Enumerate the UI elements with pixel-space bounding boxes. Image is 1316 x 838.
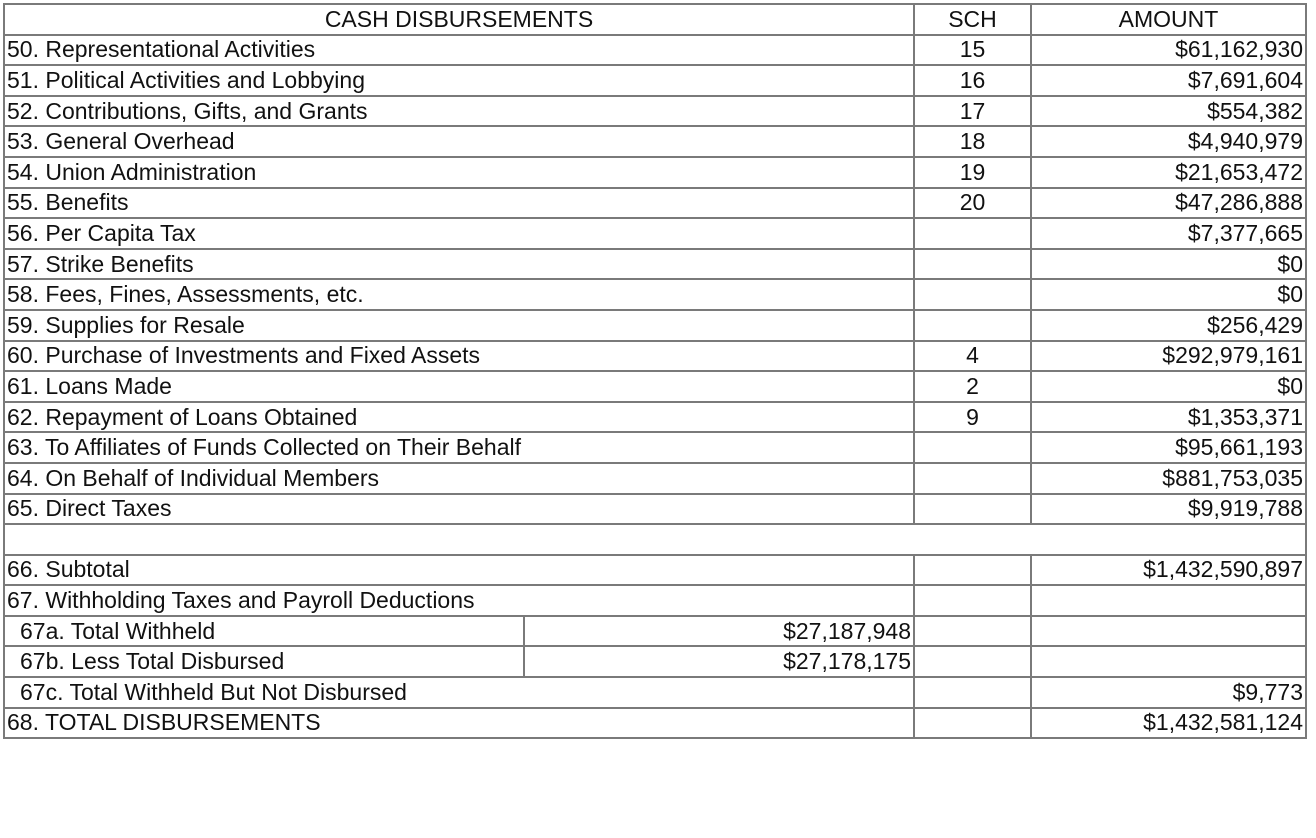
row-label: 52. Contributions, Gifts, and Grants <box>4 96 914 127</box>
subtotal-label: 66. Subtotal <box>4 555 914 586</box>
row-label: 56. Per Capita Tax <box>4 218 914 249</box>
row-amount: $47,286,888 <box>1031 188 1306 219</box>
table-row <box>4 402 1306 433</box>
row-label: 61. Loans Made <box>4 371 914 402</box>
withheld-amount <box>1031 616 1306 647</box>
row-amount: $4,940,979 <box>1031 126 1306 157</box>
row-label: 62. Repayment of Loans Obtained <box>4 402 914 433</box>
not-disbursed-label: 67c. Total Withheld But Not Disbursed <box>4 677 914 708</box>
withheld-row <box>4 616 1306 647</box>
disbursed-value: $27,178,175 <box>524 646 914 677</box>
disbursed-amount <box>1031 646 1306 677</box>
header-sch: SCH <box>914 4 1031 35</box>
table-row <box>4 35 1306 66</box>
header-description: CASH DISBURSEMENTS <box>4 4 914 35</box>
subtotal-row <box>4 555 1306 586</box>
row-label: 58. Fees, Fines, Assessments, etc. <box>4 279 914 310</box>
withheld-sch <box>914 616 1031 647</box>
total-row <box>4 708 1306 739</box>
table-row <box>4 65 1306 96</box>
row-sch: 16 <box>914 65 1031 96</box>
table-row <box>4 126 1306 157</box>
row-sch: 18 <box>914 126 1031 157</box>
row-label: 59. Supplies for Resale <box>4 310 914 341</box>
spacer-cell <box>4 524 1306 555</box>
header-row <box>4 4 1306 35</box>
row-sch: 17 <box>914 96 1031 127</box>
row-amount: $0 <box>1031 249 1306 280</box>
row-label: 50. Representational Activities <box>4 35 914 66</box>
table-row <box>4 279 1306 310</box>
row-amount: $21,653,472 <box>1031 157 1306 188</box>
row-sch: 2 <box>914 371 1031 402</box>
row-sch <box>914 279 1031 310</box>
row-sch: 9 <box>914 402 1031 433</box>
cash-disbursements-table <box>3 3 1307 739</box>
disbursed-label: 67b. Less Total Disbursed <box>4 646 524 677</box>
withholding-sch <box>914 585 1031 616</box>
row-label: 65. Direct Taxes <box>4 494 914 525</box>
total-label: 68. TOTAL DISBURSEMENTS <box>4 708 914 739</box>
row-amount: $1,353,371 <box>1031 402 1306 433</box>
row-amount: $0 <box>1031 279 1306 310</box>
row-sch <box>914 432 1031 463</box>
table-row <box>4 341 1306 372</box>
table-row <box>4 188 1306 219</box>
row-label: 51. Political Activities and Lobbying <box>4 65 914 96</box>
table-row <box>4 432 1306 463</box>
subtotal-sch <box>914 555 1031 586</box>
row-sch <box>914 249 1031 280</box>
row-amount: $7,377,665 <box>1031 218 1306 249</box>
table-row <box>4 218 1306 249</box>
withholding-amount <box>1031 585 1306 616</box>
row-sch <box>914 494 1031 525</box>
row-amount: $881,753,035 <box>1031 463 1306 494</box>
row-amount: $95,661,193 <box>1031 432 1306 463</box>
row-amount: $9,919,788 <box>1031 494 1306 525</box>
row-amount: $256,429 <box>1031 310 1306 341</box>
withheld-value: $27,187,948 <box>524 616 914 647</box>
row-label: 64. On Behalf of Individual Members <box>4 463 914 494</box>
disbursed-row <box>4 646 1306 677</box>
row-amount: $0 <box>1031 371 1306 402</box>
table-row <box>4 96 1306 127</box>
spacer-row <box>4 524 1306 555</box>
row-amount: $7,691,604 <box>1031 65 1306 96</box>
row-label: 54. Union Administration <box>4 157 914 188</box>
subtotal-amount: $1,432,590,897 <box>1031 555 1306 586</box>
disbursed-sch <box>914 646 1031 677</box>
not-disbursed-row <box>4 677 1306 708</box>
table-row <box>4 463 1306 494</box>
row-label: 55. Benefits <box>4 188 914 219</box>
table-row <box>4 310 1306 341</box>
row-label: 63. To Affiliates of Funds Collected on Their Behalf <box>4 432 914 463</box>
withheld-label: 67a. Total Withheld <box>4 616 524 647</box>
row-sch <box>914 463 1031 494</box>
row-sch <box>914 218 1031 249</box>
withholding-row <box>4 585 1306 616</box>
row-sch: 20 <box>914 188 1031 219</box>
total-amount: $1,432,581,124 <box>1031 708 1306 739</box>
total-sch <box>914 708 1031 739</box>
table-row <box>4 494 1306 525</box>
row-sch: 15 <box>914 35 1031 66</box>
row-amount: $292,979,161 <box>1031 341 1306 372</box>
header-amount: AMOUNT <box>1031 4 1306 35</box>
not-disbursed-sch <box>914 677 1031 708</box>
row-amount: $61,162,930 <box>1031 35 1306 66</box>
row-sch: 4 <box>914 341 1031 372</box>
withholding-label: 67. Withholding Taxes and Payroll Deductions <box>4 585 914 616</box>
row-label: 53. General Overhead <box>4 126 914 157</box>
row-sch: 19 <box>914 157 1031 188</box>
row-label: 57. Strike Benefits <box>4 249 914 280</box>
row-sch <box>914 310 1031 341</box>
row-label: 60. Purchase of Investments and Fixed Assets <box>4 341 914 372</box>
table-row <box>4 371 1306 402</box>
table-row <box>4 249 1306 280</box>
row-amount: $554,382 <box>1031 96 1306 127</box>
not-disbursed-amount: $9,773 <box>1031 677 1306 708</box>
table-row <box>4 157 1306 188</box>
